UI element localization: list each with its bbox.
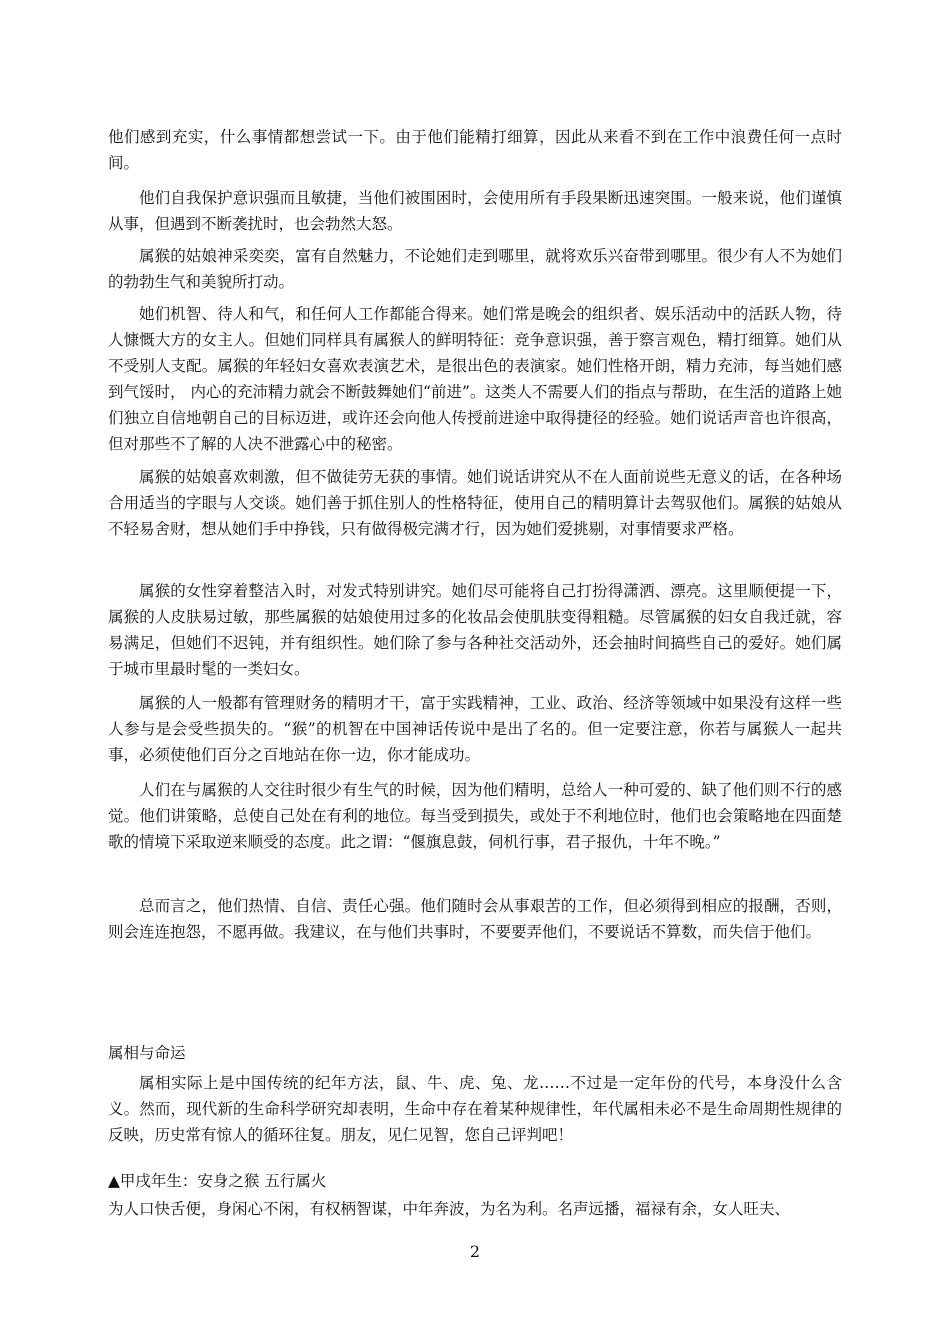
paragraph-8: 人们在与属猴的人交往时很少有生气的时候，因为他们精明，总给人一种可爱的、缺了他们则不行的感觉。他们讲策略，总使自己处在有利的地位。每当受到损失，或处于不利地位时，他们也会策略地在四面楚歌的情境下采取逆来顺受的态度。此之谓：“偃旗息鼓，伺机行事，君子报仇，十年不晚。” [108,781,842,851]
paragraph-7: 属猴的人一般都有管理财务的精明才干，富于实践精神，工业、政治、经济等领域中如果没有这样一些人参与是会受些损失的。“猴”的机智在中国神话传说中是出了名的。但一定要注意，你若与属猴人一起共事，必须使他们百分之百地站在你一边，你才能成功。 [108,694,842,764]
paragraph-4: 她们机智、待人和气，和任何人工作都能合得来。她们常是晚会的组织者、娱乐活动中的活跃人物，待人慷慨大方的女主人。但她们同样具有属猴人的鲜明特征：竞争意识强，善于察言观色，精打细算。她们从不受别人支配。属猴的年轻妇女喜欢表演艺术，是很出色的表演家。她们性格开朗，精力充沛，每当她们感到气馁时， 内心的充沛精力就会不断鼓舞她们“前进”。这类人不需要人们的指点与帮助，在生活的道路上她们独立自信地朝自己的目标迈进，或许还会向他人传授前进途中取得捷径的经验。她们说话声音也许很高，但对那些不了解的人决不泄露心中的秘密。 [108,305,842,453]
paragraph-5: 属猴的姑娘喜欢刺激，但不做徒劳无获的事情。她们说话讲究从不在人面前说些无意义的话，在各种场合用适当的字眼与人交谈。她们善于抓住别人的性格特征，使用自己的精明算计去驾驭他们。属猴的姑娘从不轻易舍财，想从她们手中挣钱，只有做得极完满才行，因为她们爱挑剔，对事情要求严格。 [108,468,842,538]
section-intro: 属相实际上是中国传统的纪年方法，鼠、牛、虎、兔、龙……不过是一定年份的代号，本身没什么含义。然而，现代新的生命科学研究却表明，生命中存在着某种规律性，年代属相未必不是生命周期性规律的反映，历史常有惊人的循环往复。朋友，见仁见智，您自己评判吧！ [108,1074,842,1144]
entry-text: 为人口快舌便，身闲心不闲，有权柄智谋，中年奔波，为名为利。名声远播，福禄有余，女人旺夫、 [108,1200,791,1218]
paragraph-2: 他们自我保护意识强而且敏捷，当他们被围困时，会使用所有手段果断迅速突围。一般来说，他们谨慎从事，但遇到不断袭扰时，也会勃然大怒。 [108,189,842,233]
paragraph-1: 他们感到充实，什么事情都想尝试一下。由于他们能精打细算，因此从来看不到在工作中浪费任何一点时间。 [108,128,842,172]
section-title: 属相与命运 [108,1044,186,1062]
paragraph-9: 总而言之，他们热情、自信、责任心强。他们随时会从事艰苦的工作，但必须得到相应的报酬，否则，则会连连抱怨，不愿再做。我建议，在与他们共事时，不要要弄他们，不要说话不算数，而失信于他们。 [108,897,842,941]
paragraph-3: 属猴的姑娘神采奕奕，富有自然魅力，不论她们走到哪里，就将欢乐兴奋带到哪里。很少有人不为她们的勃勃生气和美貌所打动。 [108,247,842,291]
page-number: 2 [469,1242,481,1261]
entry-heading: ▲甲戌年生：安身之猴 五行属火 [108,1172,327,1190]
paragraph-6: 属猴的女性穿着整洁入时，对发式特别讲究。她们尽可能将自己打扮得潇洒、漂亮。这里顺便提一下，属猴的人皮肤易过敏，那些属猴的姑娘使用过多的化妆品会使肌肤变得粗糙。尽管属猴的妇女自我迁就，容易满足，但她们不迟钝，并有组织性。她们除了参与各种社交活动外，还会抽时间搞些自己的爱好。她们属于城市里最时髦的一类妇女。 [108,582,842,678]
